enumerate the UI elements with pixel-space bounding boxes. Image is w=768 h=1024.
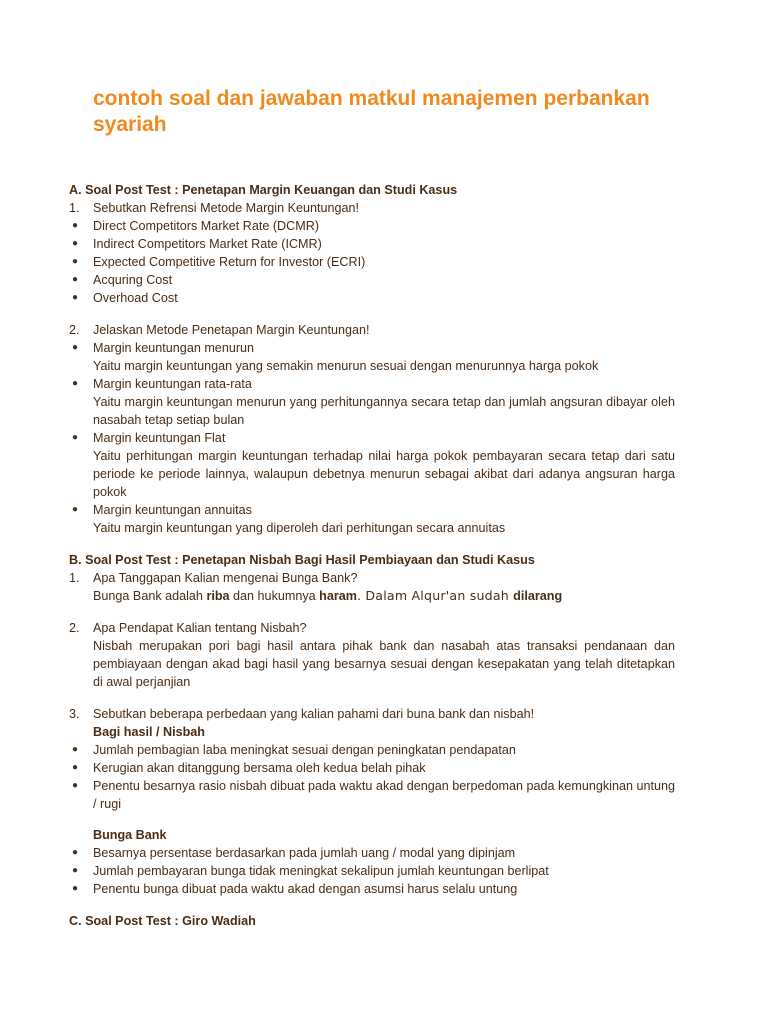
answer-text: Nisbah merupakan pori bagi hasil antara pihak bank dan nasabah atas transaksi pendanaan dan pembiayaan dengan akad bagi hasil yang besarnya sesuai dengan kesepakatan yang telah ditetapkan di awal perjanjian (93, 639, 675, 689)
question-text: Sebutkan beberapa perbedaan yang kalian pahami dari buna bank dan nisbah! (93, 707, 535, 721)
bullet-icon: ● (72, 256, 79, 267)
page-title: contoh soal dan jawaban matkul manajemen perbankan syariah (93, 87, 650, 136)
bullet-icon: ● (72, 220, 79, 231)
section-a-heading: A. Soal Post Test : Penetapan Margin Keuangan dan Studi Kasus (69, 183, 458, 197)
question-b2 (69, 619, 675, 637)
list-item: ● Margin keuntungan menurun (72, 341, 255, 355)
bullet-icon: ● (72, 342, 79, 353)
question-a1 (69, 199, 675, 217)
bullet-icon: ● (72, 780, 79, 791)
question-number: 1. (69, 201, 80, 215)
bullet-icon: ● (72, 274, 79, 285)
bullet-icon: ● (72, 504, 79, 515)
question-text: Apa Tanggapan Kalian mengenai Bunga Bank? (93, 571, 358, 585)
list-item: ● Direct Competitors Market Rate (DCMR) (72, 219, 320, 233)
question-a2 (69, 321, 675, 339)
question-b3 (69, 705, 675, 723)
answer-text: Yaitu margin keuntungan yang semakin menurun sesuai dengan menurunnya harga pokok (93, 359, 599, 373)
bullet-icon: ● (72, 432, 79, 443)
bullet-icon: ● (72, 744, 79, 755)
section-c-heading: C. Soal Post Test : Giro Wadiah (69, 914, 256, 928)
answer-text: Yaitu margin keuntungan menurun yang perhitungannya secara tetap dan jumlah angsuran dibayar oleh nasabah tetap setiap bulan (93, 395, 675, 427)
bullet-icon: ● (72, 762, 79, 773)
question-b1 (69, 569, 675, 587)
question-text: Sebutkan Refrensi Metode Margin Keuntungan! (93, 201, 360, 215)
list-item: ● Penentu besarnya rasio nisbah dibuat pada waktu akad dengan berpedoman pada kemungkinan untung / rugi (72, 779, 675, 811)
document-body (69, 181, 675, 930)
list-item: ● Jumlah pembayaran bunga tidak meningkat sekalipun jumlah keuntungan berlipat (72, 864, 549, 878)
list-item: ● Margin keuntungan annuitas (72, 503, 252, 517)
list-item: ● Margin keuntungan rata-rata (72, 377, 252, 391)
list-item: ● Jumlah pembagian laba meningkat sesuai dengan peningkatan pendapatan (72, 743, 516, 757)
list-item: ● Overhoad Cost (72, 291, 178, 305)
question-text: Jelaskan Metode Penetapan Margin Keuntungan! (93, 323, 370, 337)
question-number: 3. (69, 707, 80, 721)
answer-text: Yaitu margin keuntungan yang diperoleh dari perhitungan secara annuitas (93, 521, 506, 535)
list-item: ● Margin keuntungan Flat (72, 431, 226, 445)
bullet-icon: ● (72, 378, 79, 389)
question-number: 2. (69, 621, 80, 635)
bullet-icon: ● (72, 865, 79, 876)
bullet-icon: ● (72, 883, 79, 894)
subheading-bunga-bank: Bunga Bank (93, 828, 167, 842)
bullet-icon: ● (72, 292, 79, 303)
list-item: ● Besarnya persentase berdasarkan pada jumlah uang / modal yang dipinjam (72, 846, 516, 860)
question-text: Apa Pendapat Kalian tentang Nisbah? (93, 621, 307, 635)
bullet-icon: ● (72, 847, 79, 858)
bullet-icon: ● (72, 238, 79, 249)
list-item: ● Penentu bunga dibuat pada waktu akad dengan asumsi harus selalu untung (72, 882, 518, 896)
question-number: 2. (69, 323, 80, 337)
list-item: ● Expected Competitive Return for Investor (ECRI) (72, 255, 366, 269)
subheading-bagi-hasil: Bagi hasil / Nisbah (93, 725, 205, 739)
answer-text: Yaitu perhitungan margin keuntungan terhadap nilai harga pokok pembayaran secara tetap dari satu periode ke periode lainnya, walaupun debetnya menurun sebagai akibat dari adanya angsuran harga pokok (93, 449, 675, 499)
answer-text: Bunga Bank adalah riba dan hukumnya haram. Dalam Alqur'an sudah dilarang (93, 588, 563, 603)
list-item: ● Acquring Cost (72, 273, 173, 287)
list-item: ● Indirect Competitors Market Rate (ICMR) (72, 237, 322, 251)
list-item: ● Kerugian akan ditanggung bersama oleh kedua belah pihak (72, 761, 426, 775)
section-b-heading: B. Soal Post Test : Penetapan Nisbah Bagi Hasil Pembiayaan dan Studi Kasus (69, 553, 535, 567)
question-number: 1. (69, 571, 80, 585)
